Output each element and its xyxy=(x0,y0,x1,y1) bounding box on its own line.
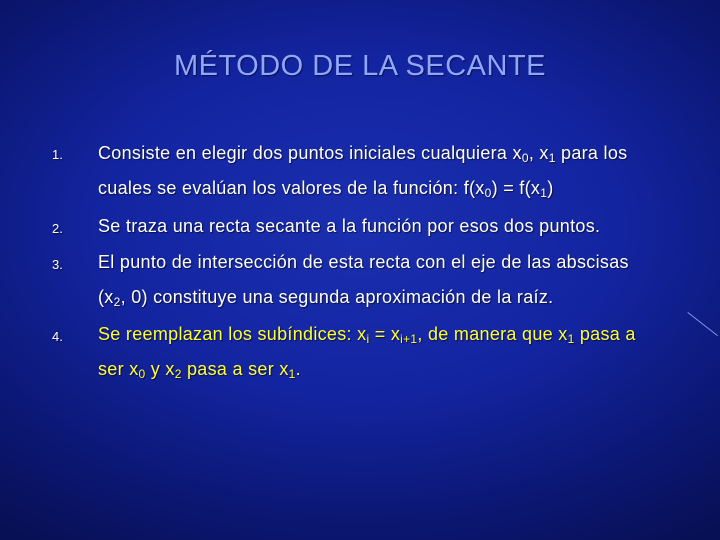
item-3-line-1: El punto de intersección de esta recta con el eje de las abscisas xyxy=(98,252,629,272)
item-2-line-1: Se traza una recta secante a la función por esos dos puntos. xyxy=(98,216,601,236)
item-1-number: 1. xyxy=(52,147,63,162)
item-3-line-2: ($x_2$, 0) constituye una segunda aproximación de la raíz. xyxy=(98,287,554,309)
item-4-line-2: ser $x_0$ y $x_2$ pasa a ser $x_1$. xyxy=(98,359,301,381)
item-3-number: 3. xyxy=(52,257,63,272)
item-1-line-1: Consiste en elegir dos puntos iniciales cualquiera $x_0$, $x_1$ para los xyxy=(98,143,628,165)
decorative-accent-line xyxy=(687,312,718,336)
item-4-number: 4. xyxy=(52,329,63,344)
item-2-number: 2. xyxy=(52,221,63,236)
item-4-line-1: Se reemplazan los subíndices: $x_i = x_{i+1}$, de manera que $x_1$ pasa a xyxy=(98,324,636,346)
item-1-line-2: cuales se evalúan los valores de la función: $f(x_0) = f(x_1)$ xyxy=(98,178,554,200)
slide-title: MÉTODO DE LA SECANTE xyxy=(173,50,547,82)
